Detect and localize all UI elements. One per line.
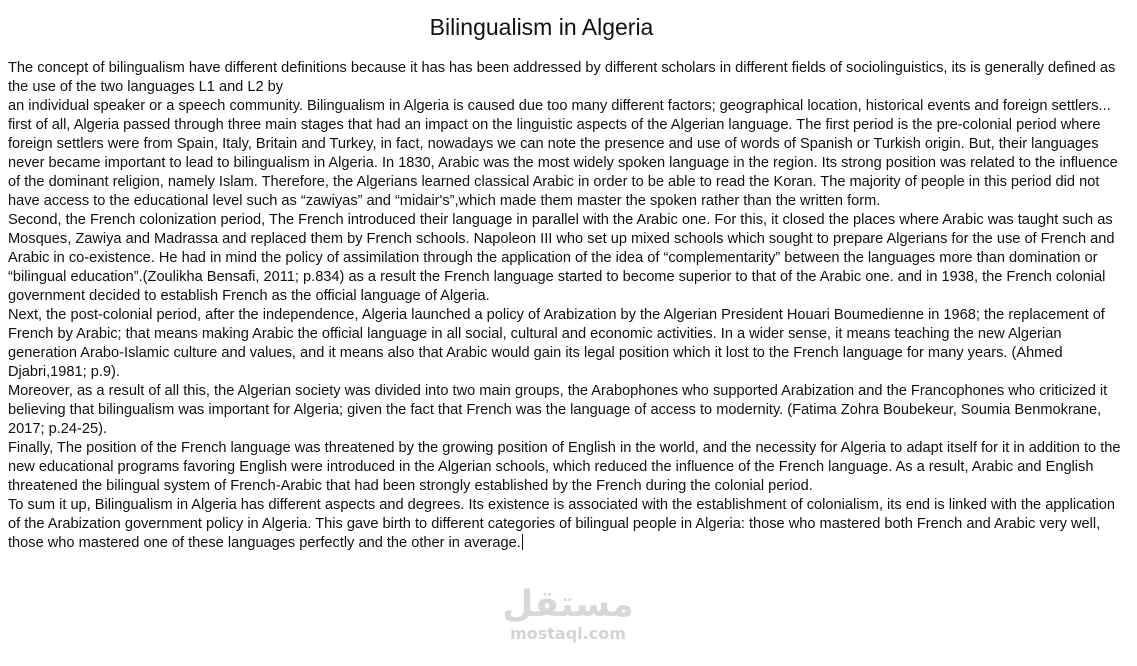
paragraph-colonial: Second, the French colonization period, The French introduced their language in parallel with the Arabic one. For this, it closed the places where Arabic was taught such as Mosques, Zawiya and Madrassa and replaced them by French schools. Napoleon III who set up mixed schools which sought to prepare Algerians for the use of French and Arabic in co-existence. He had in mind the policy of assimilation through the application of the idea of “complementarity” between the languages more than domination or “bilingual education”.(Zoulikha Bensafi, 2011; p.834) as a result the French language started to become superior to that of the Arabic one. and in 1938, the French colonial government decided to establish French as the official language of Algeria. (8, 212, 1115, 304)
paragraph-post-colonial: Next, the post-colonial period, after the independence, Algeria launched a policy of Arabization by the Algerian President Houari Boumedienne in 1968; the replacement of French by Arabic; that means making Arabic the official language in all social, cultural and economic activities. In a wider sense, it means teaching the new Algerian generation Arabo-Islamic culture and values, and it means also that Arabic would gain its legal position which it lost to the French language for many years. (Ahmed Djabri,1981; p.9). (8, 307, 1105, 380)
paragraph-society-groups: Moreover, as a result of all this, the Algerian society was divided into two main groups, the Arabophones who supported Arabization and the Francophones who criticized it believing that bilingualism was important for Algeria; given the fact that French was the language of access to modernity. (Fatima Zohra Boubekeur, Soumia Benmokrane, 2017; p.24-25). (8, 383, 1108, 437)
paragraph-english: Finally, The position of the French language was threatened by the growing position of English in the world, and the necessity for Algeria to adapt itself for it in addition to the new educational programs favoring English were introduced in the Algerian schools, which reduced the influence of the French language. As a result, Arabic and English threatened the bilingual system of French-Arabic that had been strongly established by the French during the colonial period. (8, 440, 1121, 494)
mostaql-watermark (488, 585, 648, 655)
conclusion-text: To sum it up, Bilingualism in Algeria has different aspects and degrees. Its existence is associated with the establishment of colonialism, its end is linked with the application of the Arabization government policy in Algeria. This gave birth to different categories of bilingual people in Algeria: those who mastered both French and Arabic very well, those who mastered one of these languages perfectly and the other in average. (8, 497, 1116, 551)
document-body[interactable] (8, 59, 1129, 553)
paragraph-pre-colonial: first of all, Algeria passed through three main stages that had an impact on the linguistic aspects of the Algerian language. The first period is the pre-colonial period where foreign settlers were from Spain, Italy, Britain and Turkey, in fact, nowadays we can note the presence and use of words of Spanish or Turkish origin. But, their languages never became important to lead to bilingualism in Algeria. In 1830, Arabic was the most widely spoken language in the region. Its strong position was related to the influence of the dominant religion, namely Islam. Therefore, the Algerians learned classical Arabic in order to be able to read the Koran. The majority of people in this period did not have access to the educational level such as “zawiyas” and “midair's”,which made them master the spoken rather than the written form. (8, 117, 1118, 209)
watermark-logo: مستقل (502, 584, 634, 625)
paragraph-definition: The concept of bilingualism have different definitions because it has has been addressed by different scholars in different fields of sociolinguistics, its is generally defined as the use of the two languages L1 and L2 by (8, 60, 1116, 95)
paragraph-conclusion (8, 496, 1129, 553)
document-title: Bilingualism in Algeria (429, 14, 654, 40)
text-cursor (522, 534, 523, 550)
watermark-site-text: mostaql.com (510, 624, 626, 643)
paragraph-causes: an individual speaker or a speech community. Bilingualism in Algeria is caused due too many different factors; geographical location, historical events and foreign settlers... (8, 98, 1111, 114)
